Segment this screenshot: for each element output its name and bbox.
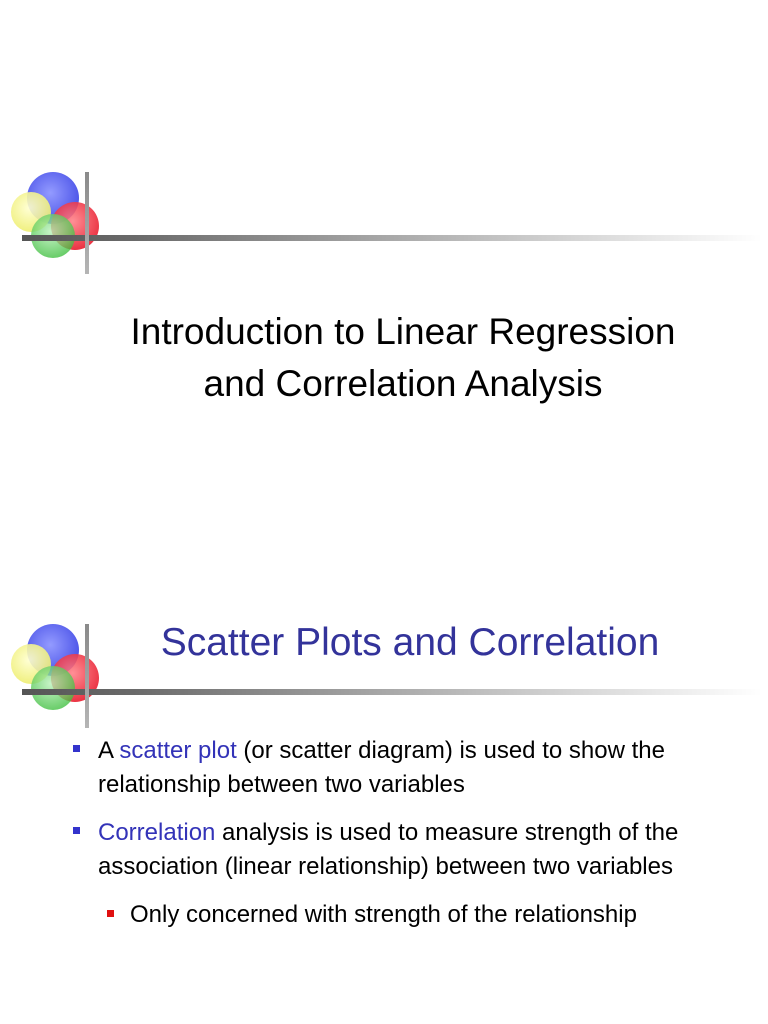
title-line-2: and Correlation Analysis (203, 363, 603, 404)
bullet-list (98, 734, 748, 932)
horizontal-rule (22, 689, 762, 695)
slide-title-heading (40, 306, 766, 410)
bullet-highlight: Correlation (98, 819, 216, 846)
slide-scatter-plots (0, 556, 768, 1024)
bullet-item (98, 816, 748, 884)
title-line-1: Introduction to Linear Regression (130, 311, 676, 352)
overlapping-circles-logo-icon (0, 166, 120, 278)
bullet-text: (or scatter diagram) is used to show the relationship between two variables (98, 737, 665, 798)
square-bullet-icon (73, 827, 80, 834)
horizontal-rule (22, 235, 762, 241)
bullet-item (98, 734, 748, 802)
sub-bullet-item (130, 898, 748, 932)
red-square-bullet-icon (107, 910, 114, 917)
sub-bullet-text: Only concerned with strength of the relationship (130, 901, 637, 928)
square-bullet-icon (73, 745, 80, 752)
bullet-text: analysis is used to measure strength of the association (linear relationship) between two variables (98, 819, 679, 880)
vertical-rule (85, 624, 89, 728)
bullet-highlight: scatter plot (119, 737, 237, 764)
vertical-rule (85, 172, 89, 274)
bullet-prefix: A (98, 737, 120, 764)
slide-heading: Scatter Plots and Correlation (160, 621, 660, 664)
